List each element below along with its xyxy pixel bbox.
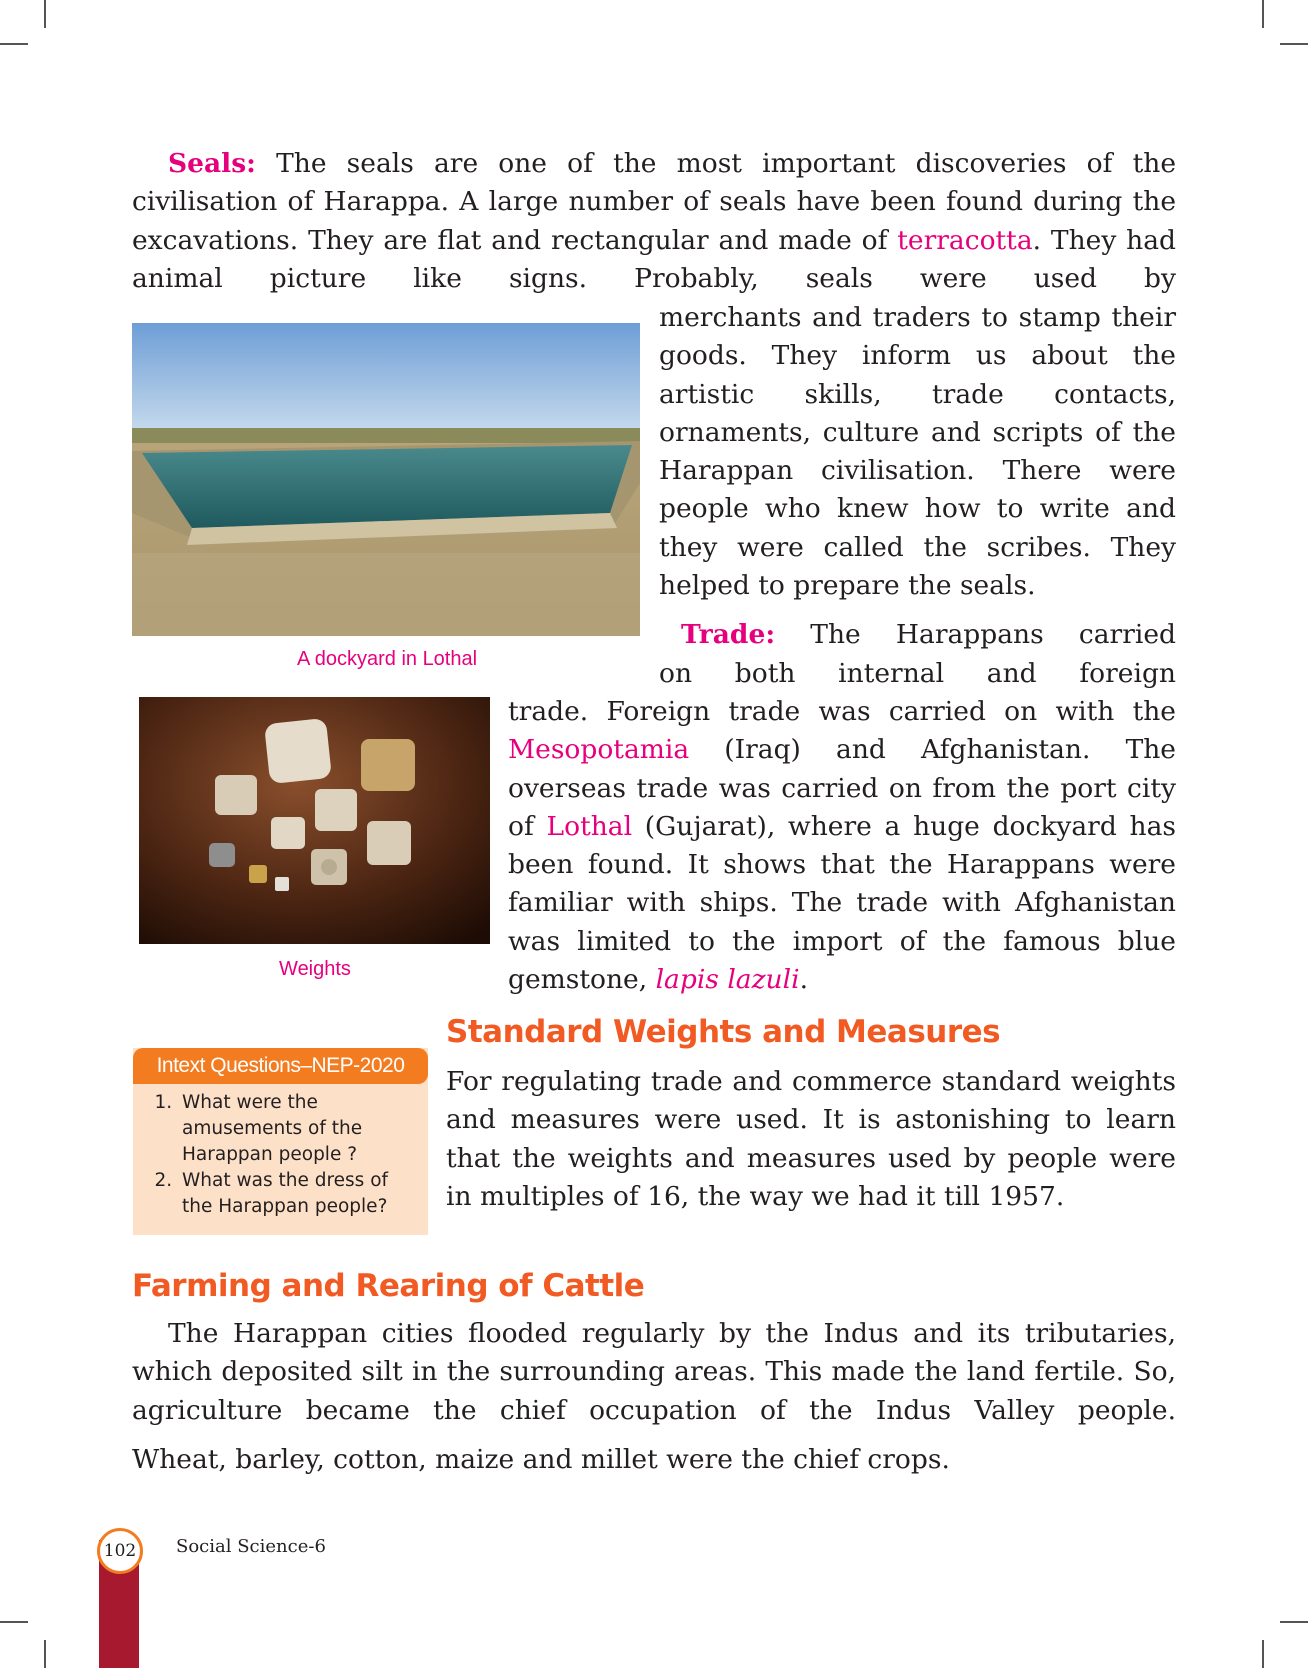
term-terracotta: terracotta [897, 224, 1033, 256]
crop-mark [1262, 1640, 1264, 1668]
seals-continuation: merchants and traders to stamp their goods. They inform us about the artistic skills, trade contacts, ornaments, culture and scripts of the Harappan civilisation. There were people who knew how to write and they were called the scribes. They helped to prepare the seals. [659, 302, 1176, 602]
dockyard-caption: A dockyard in Lothal [296, 648, 478, 670]
intext-question-1: 1. What were the amusements of the Harappan people ? [178, 1090, 408, 1168]
farming-paragraph: The Harappan cities flooded regularly by the Indus and its tributaries, which deposited silt in the surrounding areas. This made the land fertile. So, agriculture became the chief occupation of the Indus Valley people. [132, 1318, 1176, 1426]
dockyard-photo [132, 323, 640, 636]
dockyard-image [132, 323, 640, 636]
trade-line-2: on both internal and foreign [659, 658, 1176, 689]
standard-weights-paragraph: For regulating trade and commerce standard weights and measures were used. It is astonishing to learn that the weights and measures used by people were in multiples of 16, the way we had it till 1957. [446, 1066, 1176, 1212]
seals-paragraph: Seals: The seals are one of the most important discoveries of the civilisation of Harappa. A large number of seals have been found during the excavations. They are flat and rectangular and made of terracotta. They had animal picture like signs. Probably, seals were used by [132, 148, 1177, 294]
crop-mark [1262, 0, 1264, 28]
crop-mark [0, 1621, 28, 1623]
trade-paragraph: trade. Foreign trade was carried on with the Mesopotamia (Iraq) and Afghanistan. The overseas trade was carried on from the port city of Lothal (Gujarat), where a huge dockyard has been found. It shows that the Harappans were familiar with ships. The trade with Afghanistan was limited to the import of the famous blue gemstone, lapis lazuli. [508, 696, 1177, 996]
crop-mark [1280, 43, 1308, 45]
trade-line-1: Trade: The Harappans carried [681, 619, 1176, 650]
page-number: 102 [97, 1528, 143, 1574]
term-lothal: Lothal [546, 810, 633, 842]
crop-mark [44, 1640, 46, 1668]
standard-weights-heading: Standard Weights and Measures [446, 1014, 1001, 1050]
weights-image [139, 697, 490, 944]
crop-mark [1280, 1621, 1308, 1623]
intext-questions-title: Intext Questions–NEP-2020 [133, 1048, 428, 1084]
intext-questions-list [133, 1090, 408, 1220]
farming-heading: Farming and Rearing of Cattle [132, 1268, 645, 1304]
weights-caption: Weights [279, 958, 351, 980]
term-mesopotamia: Mesopotamia [508, 734, 690, 766]
term-lapis-lazuli: lapis lazuli [655, 964, 800, 996]
intext-question-2: 2. What was the dress of the Harappan people? [178, 1168, 408, 1220]
crop-mark [0, 43, 28, 45]
weights-photo [139, 697, 490, 944]
trade-heading: Trade: [681, 619, 776, 650]
intext-questions-box [133, 1048, 428, 1235]
crop-mark [44, 0, 46, 28]
book-title: Social Science-6 [176, 1536, 326, 1557]
farming-last-line: Wheat, barley, cotton, maize and millet were the chief crops. [132, 1444, 950, 1475]
seals-heading: Seals: [168, 148, 256, 179]
